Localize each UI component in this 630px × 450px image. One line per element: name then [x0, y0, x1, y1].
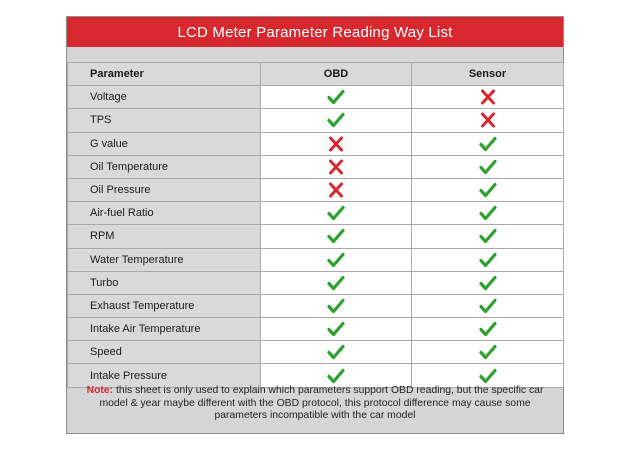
- cross-icon: [327, 182, 345, 198]
- sensor-support-cell: [412, 294, 564, 317]
- check-icon: [479, 298, 497, 314]
- obd-support-cell: [261, 271, 412, 294]
- sensor-support-cell: [412, 109, 564, 132]
- parameter-name: Intake Air Temperature: [68, 318, 261, 341]
- check-icon: [479, 368, 497, 384]
- obd-support-cell: [261, 132, 412, 155]
- obd-support-cell: [261, 86, 412, 109]
- check-icon: [327, 321, 345, 337]
- sensor-support-cell: [412, 248, 564, 271]
- table-row: [68, 341, 564, 364]
- check-icon: [479, 252, 497, 268]
- sensor-support-cell: [412, 225, 564, 248]
- table-row: [68, 109, 564, 132]
- obd-support-cell: [261, 202, 412, 225]
- sensor-support-cell: [412, 132, 564, 155]
- note-label: Note:: [86, 385, 114, 396]
- parameter-name: G value: [68, 132, 261, 155]
- sensor-support-cell: [412, 341, 564, 364]
- obd-support-cell: [261, 364, 412, 387]
- check-icon: [327, 344, 345, 360]
- sheet-title: LCD Meter Parameter Reading Way List: [67, 17, 563, 47]
- check-icon: [327, 298, 345, 314]
- parameter-name: Intake Pressure: [68, 364, 261, 387]
- sensor-support-cell: [412, 271, 564, 294]
- obd-support-cell: [261, 109, 412, 132]
- obd-support-cell: [261, 294, 412, 317]
- table-row: [68, 225, 564, 248]
- table-row: [68, 364, 564, 387]
- check-icon: [479, 275, 497, 291]
- check-icon: [479, 159, 497, 175]
- parameter-name: Oil Temperature: [68, 155, 261, 178]
- cross-icon: [479, 112, 497, 128]
- check-icon: [327, 205, 345, 221]
- table-row: [68, 178, 564, 201]
- obd-support-cell: [261, 248, 412, 271]
- table-row: [68, 271, 564, 294]
- check-icon: [479, 182, 497, 198]
- sensor-support-cell: [412, 178, 564, 201]
- sensor-support-cell: [412, 202, 564, 225]
- table-row: [68, 155, 564, 178]
- check-icon: [327, 89, 345, 105]
- column-header-sensor: Sensor: [412, 63, 564, 86]
- check-icon: [327, 252, 345, 268]
- table-row: [68, 294, 564, 317]
- sensor-support-cell: [412, 86, 564, 109]
- column-header-obd: OBD: [261, 63, 412, 86]
- check-icon: [327, 275, 345, 291]
- cross-icon: [327, 159, 345, 175]
- sensor-support-cell: [412, 155, 564, 178]
- obd-support-cell: [261, 155, 412, 178]
- sensor-support-cell: [412, 364, 564, 387]
- parameter-name: Speed: [68, 341, 261, 364]
- table-row: [68, 86, 564, 109]
- parameter-sheet: [66, 16, 564, 434]
- note-text: this sheet is only used to explain which parameters support OBD reading, but the specific car model & year maybe different with the OBD protocol, this protocol difference may cause some parameters incompatible with the car model: [99, 385, 544, 421]
- check-icon: [327, 112, 345, 128]
- parameter-name: Turbo: [68, 271, 261, 294]
- table-row: [68, 132, 564, 155]
- parameter-name: Voltage: [68, 86, 261, 109]
- disclaimer-note: [79, 385, 551, 423]
- parameter-table: [67, 62, 564, 388]
- parameter-name: TPS: [68, 109, 261, 132]
- parameter-name: RPM: [68, 225, 261, 248]
- parameter-name: Exhaust Temperature: [68, 294, 261, 317]
- sensor-support-cell: [412, 318, 564, 341]
- obd-support-cell: [261, 341, 412, 364]
- check-icon: [327, 228, 345, 244]
- table-header-row: [68, 63, 564, 86]
- check-icon: [479, 321, 497, 337]
- table-row: [68, 202, 564, 225]
- cross-icon: [479, 89, 497, 105]
- obd-support-cell: [261, 225, 412, 248]
- column-header-parameter: Parameter: [68, 63, 261, 86]
- check-icon: [479, 228, 497, 244]
- parameter-name: Oil Pressure: [68, 178, 261, 201]
- parameter-name: Water Temperature: [68, 248, 261, 271]
- cross-icon: [327, 136, 345, 152]
- obd-support-cell: [261, 178, 412, 201]
- parameter-name: Air-fuel Ratio: [68, 202, 261, 225]
- check-icon: [327, 368, 345, 384]
- check-icon: [479, 344, 497, 360]
- table-row: [68, 318, 564, 341]
- table-row: [68, 248, 564, 271]
- check-icon: [479, 205, 497, 221]
- check-icon: [479, 136, 497, 152]
- obd-support-cell: [261, 318, 412, 341]
